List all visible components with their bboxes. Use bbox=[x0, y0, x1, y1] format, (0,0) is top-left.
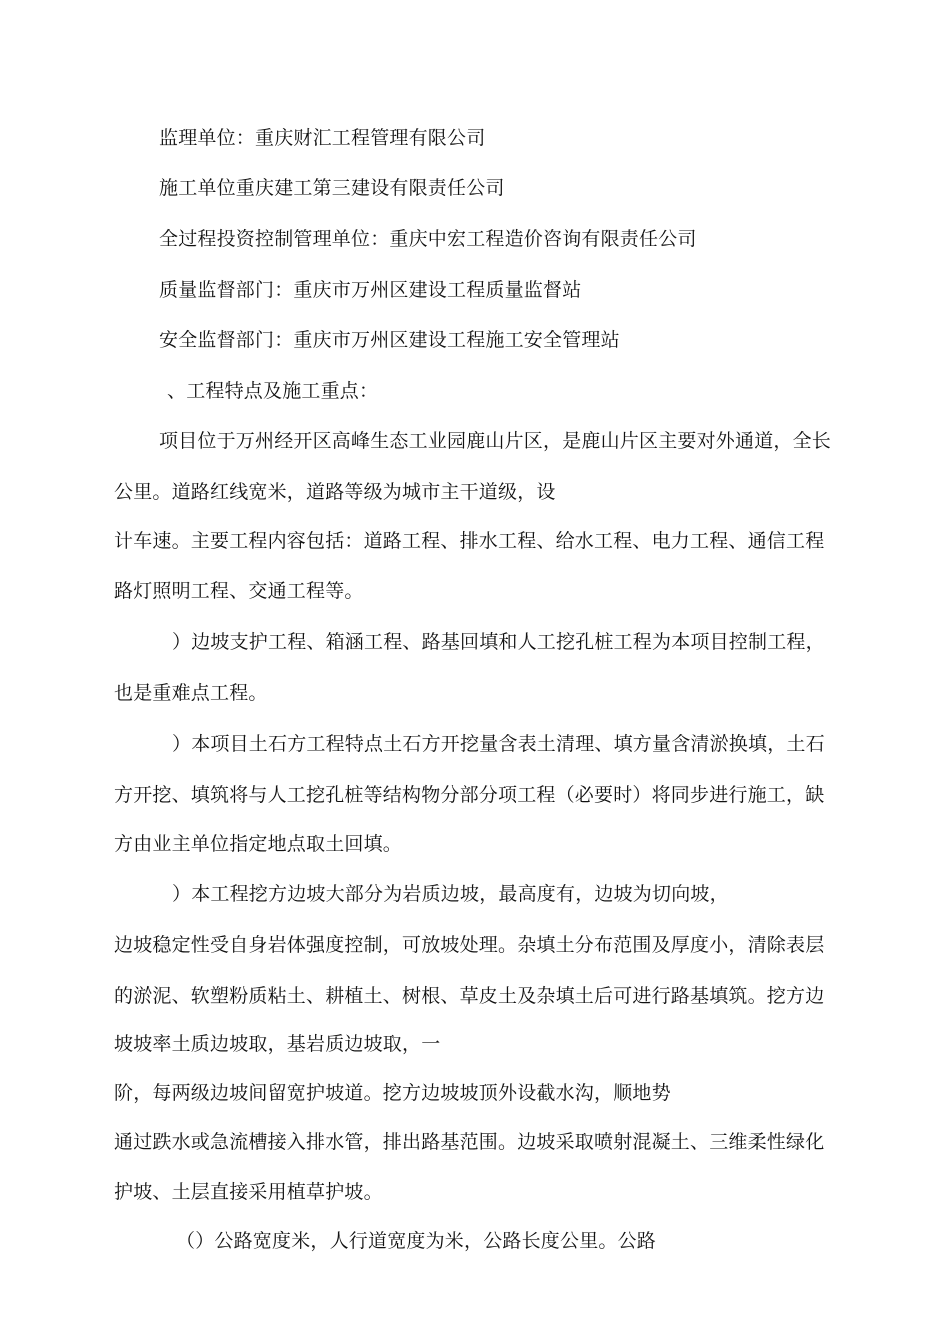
paragraph-line: 边坡稳定性受自身岩体强度控制，可放坡处理。杂填土分布范围及厚度小，清除表层 bbox=[114, 934, 825, 956]
paragraph-line: 计车速。主要工程内容包括：道路工程、排水工程、给水工程、电力工程、通信工程 bbox=[114, 530, 825, 552]
paragraph-line: 通过跌水或急流槽接入排水管，排出路基范围。边坡采取喷射混凝土、三维柔性绿化 bbox=[114, 1131, 825, 1153]
supervision-unit-line: 监理单位：重庆财汇工程管理有限公司 bbox=[159, 127, 486, 149]
safety-supervision-line: 安全监督部门：重庆市万州区建设工程施工安全管理站 bbox=[159, 329, 620, 351]
section-heading: 、工程特点及施工重点： bbox=[167, 380, 379, 402]
quality-supervision-line: 质量监督部门：重庆市万州区建设工程质量监督站 bbox=[159, 279, 582, 301]
paragraph-line: （）公路宽度米，人行道宽度为米，公路长度公里。公路 bbox=[176, 1230, 657, 1252]
paragraph-line: 护坡、土层直接采用植草护坡。 bbox=[114, 1181, 383, 1203]
paragraph-line: 方开挖、填筑将与人工挖孔桩等结构物分部分项工程（必要时）将同步进行施工，缺 bbox=[114, 784, 825, 806]
paragraph-line: 路灯照明工程、交通工程等。 bbox=[114, 580, 364, 602]
paragraph-line: 的淤泥、软塑粉质粘土、耕植土、树根、草皮土及杂填土后可进行路基填筑。挖方边 bbox=[114, 985, 825, 1007]
paragraph-line: 项目位于万州经开区高峰生态工业园鹿山片区，是鹿山片区主要对外通道，全长 bbox=[159, 430, 832, 452]
investment-control-unit-line: 全过程投资控制管理单位：重庆中宏工程造价咨询有限责任公司 bbox=[159, 228, 697, 250]
paragraph-line: ）本项目土石方工程特点土石方开挖量含表土清理、填方量含清淤换填，土石 bbox=[172, 733, 825, 755]
paragraph-line: ）本工程挖方边坡大部分为岩质边坡，最高度有，边坡为切向坡， bbox=[172, 883, 729, 905]
paragraph-line: 阶，每两级边坡间留宽护坡道。挖方边坡坡顶外设截水沟，顺地势 bbox=[114, 1082, 671, 1104]
paragraph-line: 方由业主单位指定地点取土回填。 bbox=[114, 833, 403, 855]
paragraph-line: 公里。道路红线宽米，道路等级为城市主干道级，设 bbox=[114, 481, 556, 503]
paragraph-line: 坡坡率土质边坡取，基岩质边坡取，一 bbox=[114, 1033, 441, 1055]
paragraph-line: 也是重难点工程。 bbox=[114, 682, 268, 704]
construction-unit-line: 施工单位重庆建工第三建设有限责任公司 bbox=[159, 177, 505, 199]
paragraph-line: ）边坡支护工程、箱涵工程、路基回填和人工挖孔桩工程为本项目控制工程， bbox=[172, 631, 825, 653]
